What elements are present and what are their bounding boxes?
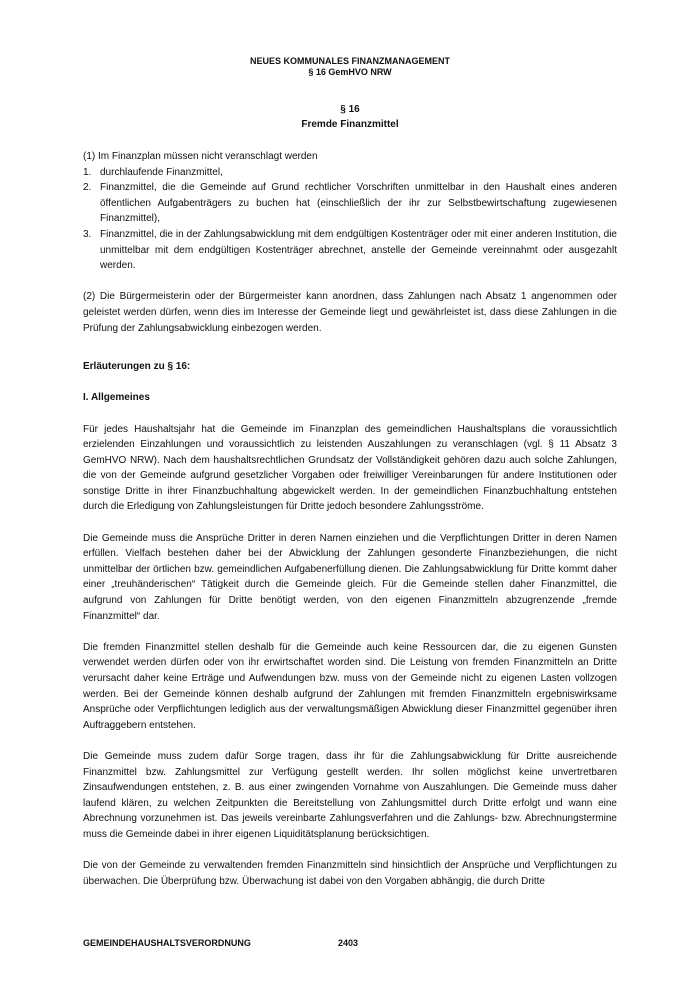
law-paragraph-2: (2) Die Bürgermeisterin oder der Bürgermeister kann anordnen, dass Zahlungen nach Absatz 1 angenommen oder geleistet werden dürfen, wenn dies im Interesse der Gemeinde liegt und gewährleistet ist, dass diese Zahlungen in die Prüfung der Zahlungsabwicklung einbezogen werden. <box>83 291 617 334</box>
law-item-number: 3. <box>83 228 92 240</box>
commentary-paragraph: Die fremden Finanzmittel stellen deshalb für die Gemeinde auch keine Ressourcen dar, die zu eigenen Gunsten verwendet werden dürfen oder von ihr erwirtschaftet worden sind. Die Leistung von fremden Finanzmitteln an Dritte verursacht daher keine Erträge und Aufwendungen bzw. muss von der Gemeinde nicht zu eigenen Lasten vollzogen werden. Bei der Gemeinde können deshalb aufgrund der Zahlungen mit fremden Finanzmitteln ergebniswirksame Ansprüche oder Verpflichtungen lediglich aus der verwaltungsmäßigen Abwicklung dieser Finanzmittel gegenüber ihren Auftraggebern entstehen. <box>83 641 617 731</box>
commentary-subheading: I. Allgemeines <box>83 392 150 404</box>
law-item <box>83 227 617 274</box>
law-item <box>83 165 617 181</box>
law-item <box>83 180 617 227</box>
commentary-paragraph: Für jedes Haushaltsjahr hat die Gemeinde im Finanzplan des gemeindlichen Haushaltsplans die voraussichtlich erzielenden Einzahlungen und voraussichtlich zu leistenden Auszahlungen zu veranschlagen (vgl. § 11 Absatz 3 GemHVO NRW). Nach dem haushaltsrechtlichen Grundsatz der Vollständigkeit gehören dazu auch solche Zahlungen, die von der Gemeinde aufgrund gesetzlicher Vorgaben oder freiwilliger Vereinbarungen für andere Institutionen oder sonstige Dritte in ihrer Finanzbuchhaltung abgewickelt werden. In der gemeindlichen Finanzbuchhaltung entstehen durch die Erledigung von Zahlungsleistungen für Dritte jedoch besondere Zahlungsströme. <box>83 423 617 513</box>
footer-title: GEMEINDEHAUSHALTSVERORDNUNG <box>83 938 251 948</box>
law-item-text: Finanzmittel, die die Gemeinde auf Grund rechtlicher Vorschriften unmittelbar in den Haushalt eines anderen öffentlichen Aufgabenträgers zu buchen hat (einschließlich der ihr zur Selbstbewirtschaftung zugewiesenen Finanzmittel), <box>100 182 617 225</box>
running-header <box>0 56 700 78</box>
page-number: 2403 <box>338 938 359 948</box>
commentary-paragraph: Die von der Gemeinde zu verwaltenden fremden Finanzmitteln sind hinsichtlich der Ansprüche und Verpflichtungen zu überwachen. Die Überprüfung bzw. Überwachung ist dabei von den Vorgaben abhängig, die durch Dritte <box>83 860 617 887</box>
body-content <box>83 149 617 889</box>
law-item-number: 2. <box>83 182 92 194</box>
law-item-list <box>83 165 617 274</box>
law-item-text: Finanzmittel, die in der Zahlungsabwicklung mit dem endgültigen Kostenträger oder mit einer anderen Institution, die unmittelbar mit dem endgültigen Kostenträger abrechnet, anstelle der Gemeinde vereinnahmt oder ausgezahlt werden. <box>100 228 617 272</box>
section-number: § 16 <box>340 104 360 115</box>
commentary-paragraph: Die Gemeinde muss die Ansprüche Dritter in deren Namen einziehen und die Verpflichtungen Dritter in deren Namen erfüllen. Vielfach bestehen daher bei der Abwicklung der Zahlungen gesonderte Finanzbeziehungen, die nicht unmittelbar der örtlichen bzw. gemeindlichen Aufgabenerfüllung dienen. Die Zahlungsabwicklung für Dritte kommt daher einer „treuhänderischen“ Tätigkeit durch die Gemeinde gleich. Für die Gemeinde stellen daher Finanzmittel, die aufgrund von Zahlungen für Dritte benötigt werden, von den eigenen Finanzmitteln abzugrenzende „fremde Finanzmittel“ dar. <box>83 532 617 622</box>
law-item-text: durchlaufende Finanzmittel, <box>100 166 223 178</box>
law-paragraph-1-intro: (1) Im Finanzplan müssen nicht veranschlagt werden <box>83 151 318 162</box>
section-heading <box>0 102 700 132</box>
commentary-paragraph: Die Gemeinde muss zudem dafür Sorge tragen, dass ihr für die Zahlungsabwicklung für Dritte ausreichende Finanzmittel bzw. Zahlungsmittel zur Verfügung gestellt werden. Ihr sollen möglichst keine unvertretbaren Zinsaufwendungen entstehen, z. B. aus einer zwingenden Vornahme von Auszahlungen. Die Gemeinde muss daher laufend klären, zu welchen Zeitpunkten die Bereitstellung von Zahlungsmittel durch Dritte erfolgt und wann eine Abrechnung vorzunehmen ist. Das jeweils vereinbarte Zahlungsverfahren und die Zahlungs- bzw. Abrechnungstermine muss die Gemeinde dabei in ihrer eigenen Liquiditätsplanung berücksichtigen. <box>83 750 617 840</box>
section-title: Fremde Finanzmittel <box>301 119 399 130</box>
law-item-number: 1. <box>83 166 92 178</box>
header-subtitle: § 16 GemHVO NRW <box>308 67 392 77</box>
header-title: NEUES KOMMUNALES FINANZMANAGEMENT <box>250 56 450 66</box>
commentary-heading: Erläuterungen zu § 16: <box>83 361 191 373</box>
